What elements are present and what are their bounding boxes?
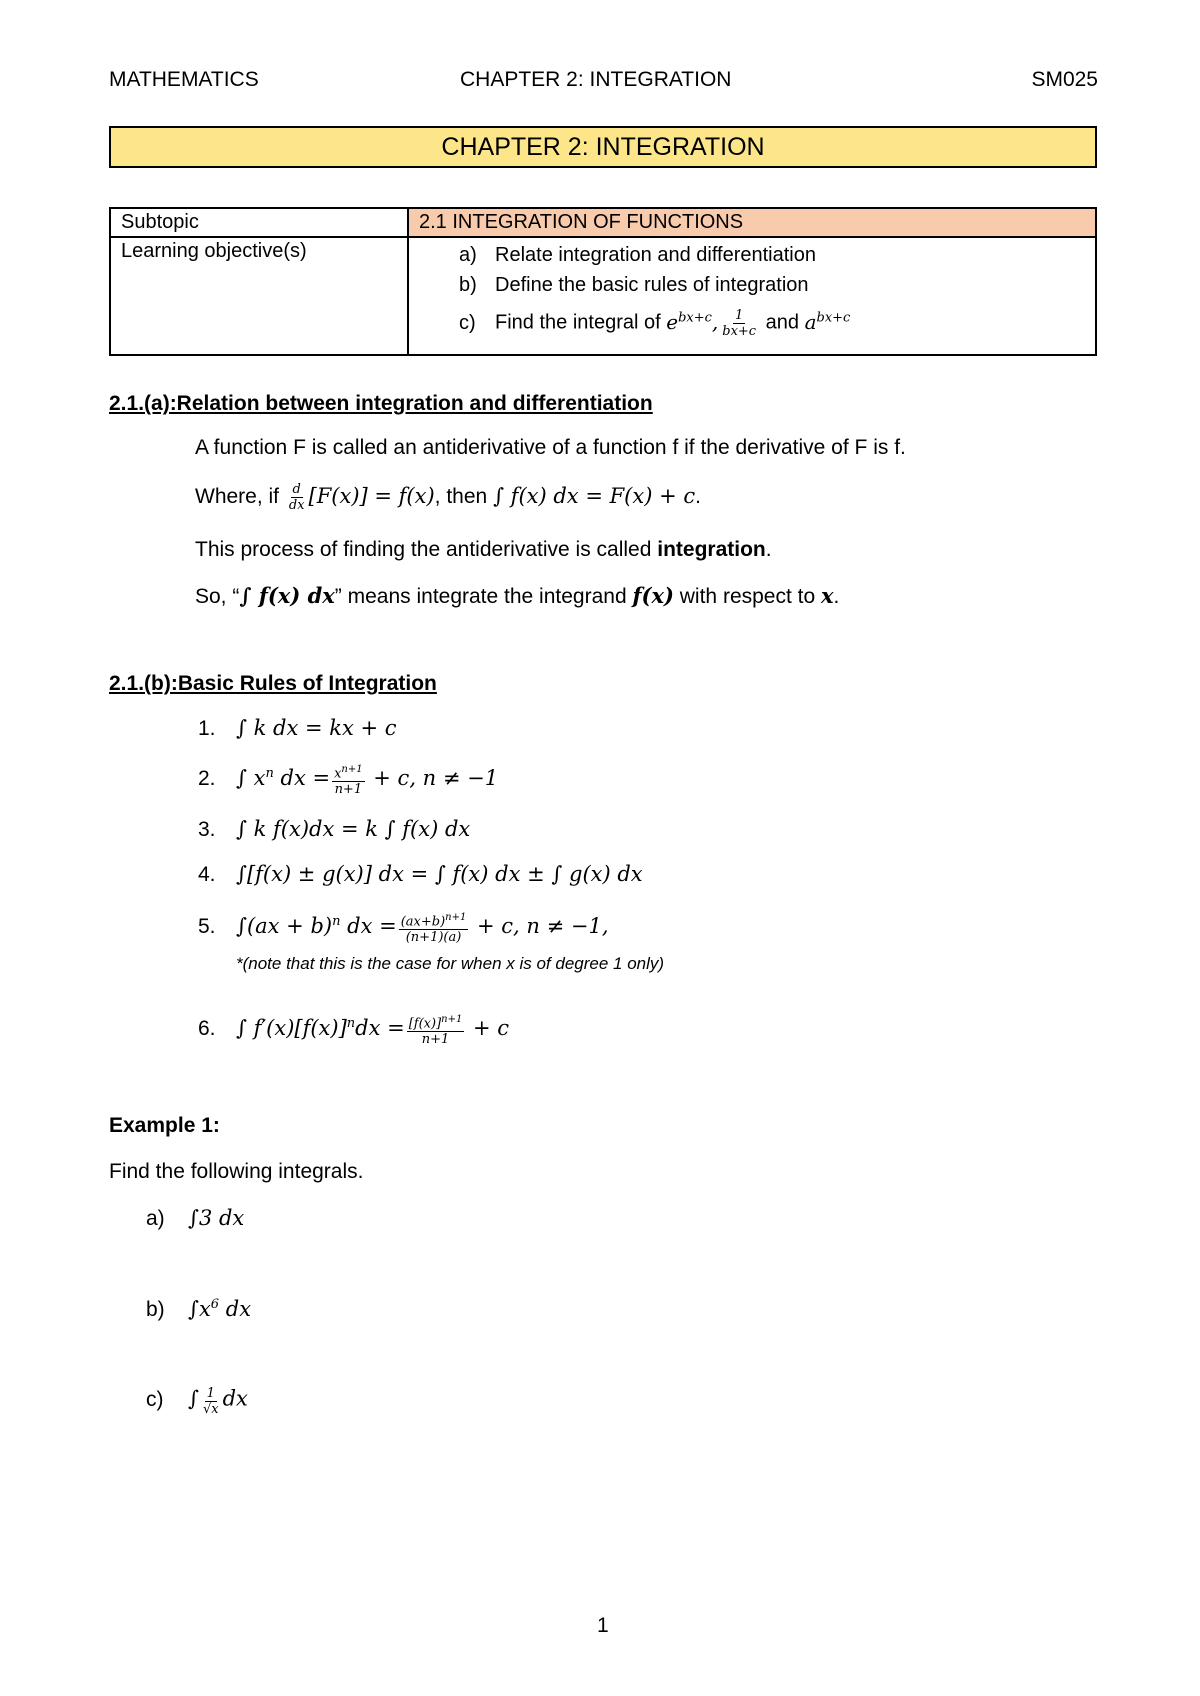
example-part-c: c) ∫ $\frac{1}{√x}$ dx xyxy=(146,1386,248,1417)
example-title: Example 1: xyxy=(109,1114,220,1137)
objective-item: b) Define the basic rules of integration xyxy=(459,274,809,296)
section-a-line1: A function F is called an antiderivative of a function f if the derivative of F is f. xyxy=(195,436,906,459)
example-part-a: a) ∫3 dx xyxy=(146,1206,245,1230)
rule-2: 2. ∫ $x^n$ dx = $\frac{x^{n+1}}{n+1}$ + c, n ≠ −1 xyxy=(198,764,499,798)
section-b-heading: 2.1.(b):Basic Rules of Integration xyxy=(109,672,437,695)
section-a-line4: So, “∫ f(x) dx” means integrate the integrand f(x) with respect to x. xyxy=(195,583,840,608)
objectives-cell xyxy=(408,237,1096,355)
section-a-line3: This process of finding the antiderivative is called integration. xyxy=(195,538,772,561)
objective-item: c) Find the integral of $e^{bx+c}$, $\frac{1}{bx+c}$ and $a^{bx+c}$ xyxy=(459,307,851,339)
section-a-line2: Where, if $\frac{d}{dx}$ [F(x)] = f(x), then ∫ f(x) dx = F(x) + c. xyxy=(195,482,701,513)
rule-6: 6. ∫ $f'(x)[f(x)]^ndx$ = $\frac{[f(x)]^{n+1}}{n+1}$ + c xyxy=(198,1014,510,1048)
rule-3: 3. ∫ k f(x)dx = k ∫ f(x) dx xyxy=(198,817,471,841)
header-right: SM025 xyxy=(1031,68,1098,91)
objectives-label: Learning objective(s) xyxy=(110,237,408,355)
subtopic-label: Subtopic xyxy=(110,208,408,237)
example-part-b: b) $\int x^6$ dx xyxy=(146,1297,252,1321)
section-a-heading: 2.1.(a):Relation between integration and differentiation xyxy=(109,392,653,415)
objective-c-formula: $e^{bx+c}$, $\frac{1}{bx+c}$ xyxy=(666,307,757,339)
rule-4: 4. ∫[f(x) ± g(x)] dx = ∫ f(x) dx ± ∫ g(x) dx xyxy=(198,862,643,886)
example-instruction: Find the following integrals. xyxy=(109,1160,364,1183)
objectives-table xyxy=(109,207,1097,356)
header-center: CHAPTER 2: INTEGRATION xyxy=(460,68,732,91)
chapter-title: CHAPTER 2: INTEGRATION xyxy=(109,126,1097,168)
rule-1: 1. ∫ k dx = kx + c xyxy=(198,716,397,740)
objective-item: a) Relate integration and differentiation xyxy=(459,244,816,266)
rule-5-note: *(note that this is the case for when x is of degree 1 only) xyxy=(236,954,665,973)
rule-5: 5. ∫(ax + b)$^n$ dx = $\frac{(ax+b)^{n+1}}{(n+1)(a)}$ + c, n ≠ −1, xyxy=(198,912,609,946)
page-number: 1 xyxy=(597,1614,609,1637)
subtopic-value: 2.1 INTEGRATION OF FUNCTIONS xyxy=(408,208,1096,237)
header-left: MATHEMATICS xyxy=(109,68,259,91)
